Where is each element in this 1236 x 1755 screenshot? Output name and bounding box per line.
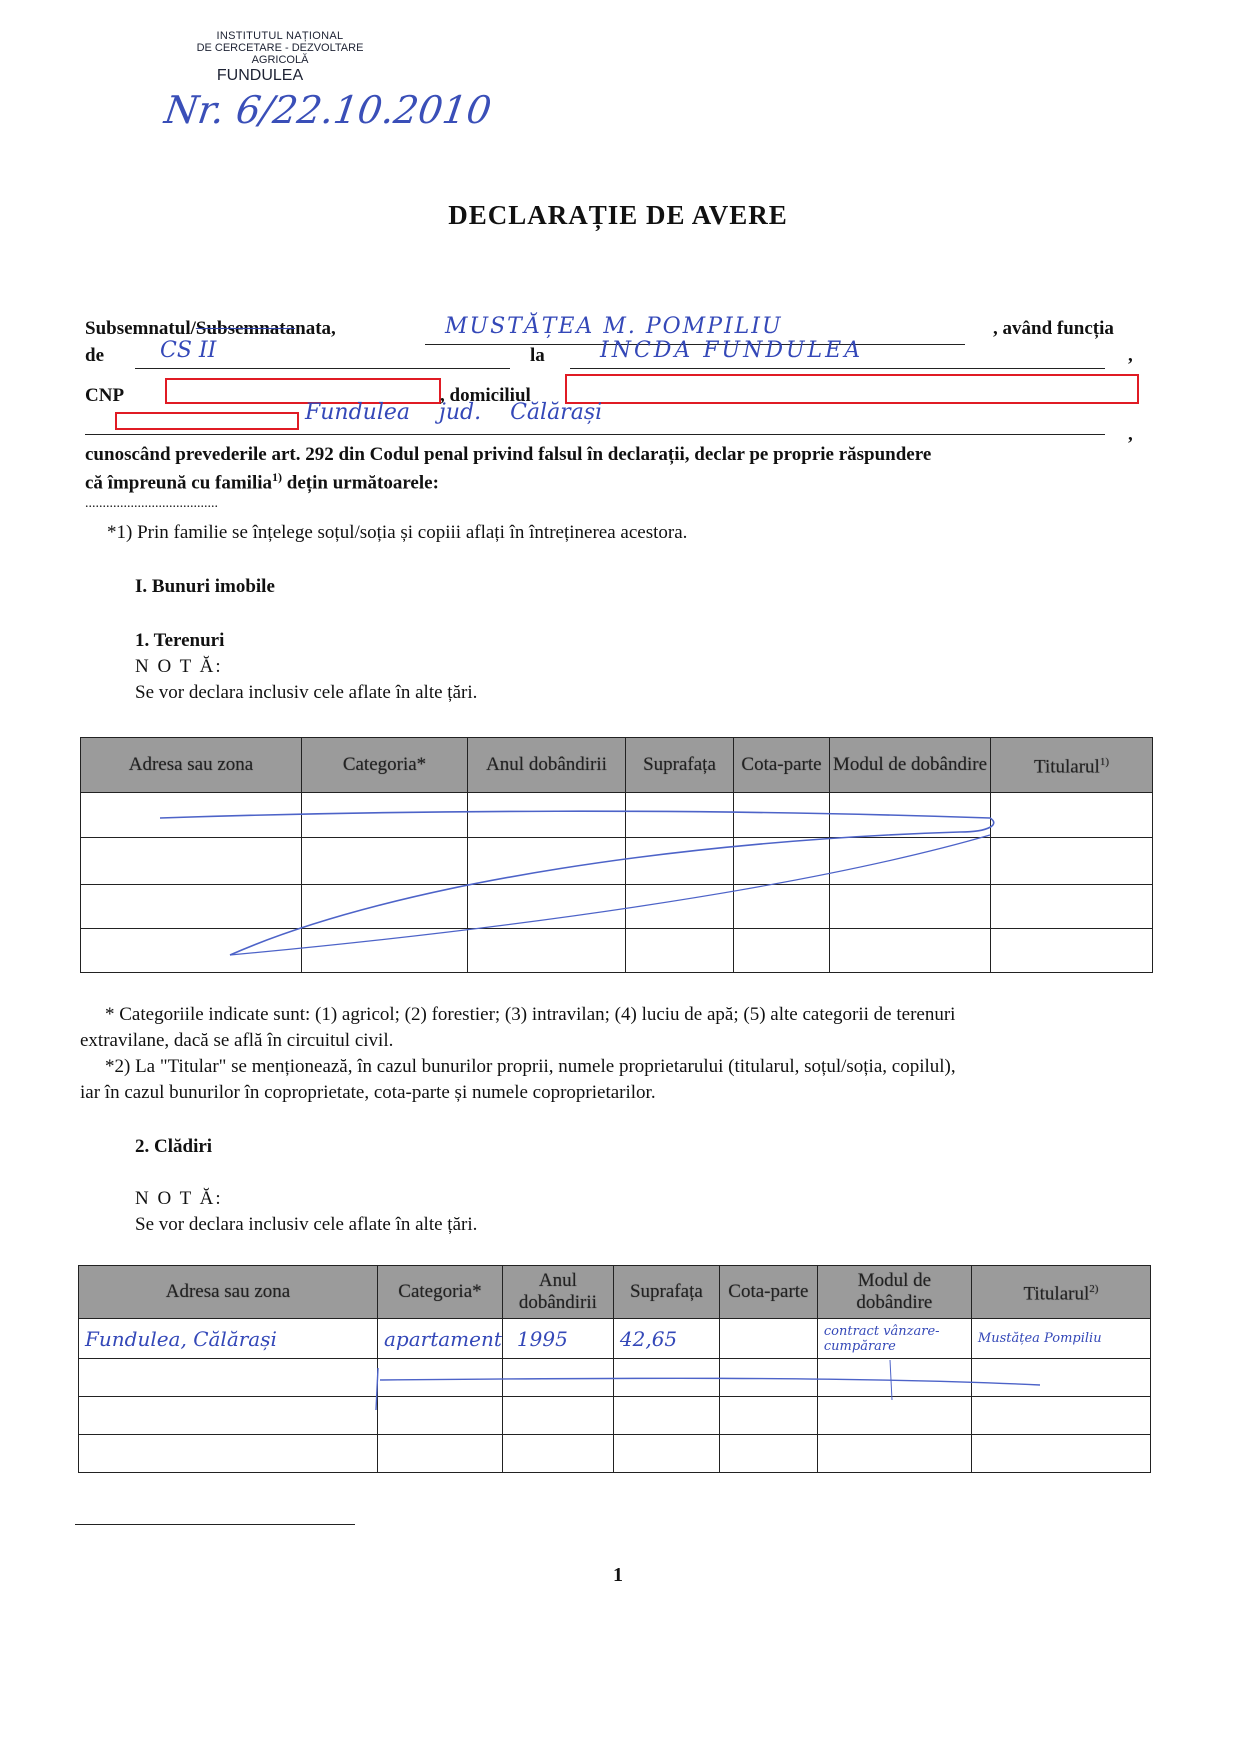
- institution-value: INCDA FUNDULEA: [600, 338, 864, 363]
- intro-line-1: cunoscând prevederile art. 292 din Codul penal privind falsul în declarații, declar pe proprie răspundere: [85, 444, 932, 465]
- titular-note-2: iar în cazul bunurilor în coproprietate, cota-parte și numele coproprietarilor.: [80, 1082, 656, 1103]
- col-suprafata: Suprafața: [626, 738, 734, 793]
- label-subsemnata-end: nata,: [295, 318, 336, 339]
- comma-1: ,: [1128, 345, 1133, 366]
- cell-modul: contract vânzare-cumpărare: [823, 1323, 940, 1354]
- family-footnote: *1) Prin familie se înțelege soțul/soția și copiii aflați în întreținerea acestora.: [107, 522, 688, 543]
- col-modul: Modul de dobândire: [830, 738, 991, 793]
- col-modul: Modul de dobândire: [817, 1266, 971, 1319]
- col-suprafata: Suprafața: [613, 1266, 719, 1319]
- stamp-line-2: DE CERCETARE - DEZVOLTARE: [196, 42, 364, 54]
- col-titular-sup: 1): [1099, 756, 1109, 769]
- nota-2-text: Se vor declara inclusiv cele aflate în alte țări.: [135, 1214, 478, 1235]
- subsection-cladiri: 2. Clădiri: [135, 1136, 213, 1157]
- cell-adresa: Fundulea, Călărași: [85, 1326, 277, 1351]
- registration-number: Nr. 6/22.10.2010: [161, 88, 495, 132]
- nota-1: N O T Ă:: [135, 656, 223, 677]
- intro-dots: ......................................: [85, 496, 218, 511]
- col-anul: Anul dobândirii: [468, 738, 626, 793]
- function-value: CS II: [160, 338, 217, 363]
- col-adresa: Adresa sau zona: [81, 738, 302, 793]
- comma-2: ,: [1128, 424, 1133, 445]
- name-value: MUSTĂȚEA M. POMPILIU: [445, 314, 783, 339]
- nota-2: N O T Ă:: [135, 1188, 223, 1209]
- nota-1-text: Se vor declara inclusiv cele aflate în alte țări.: [135, 682, 478, 703]
- cell-suprafata: 42,65: [619, 1326, 678, 1351]
- label-avand-functia: , având funcția: [993, 318, 1114, 339]
- cell-titular: Mustățea Pompiliu: [977, 1331, 1102, 1346]
- intro-line-2-end: dețin următoarele:: [282, 472, 439, 494]
- intro-line-2-text: că împreună cu familia: [85, 472, 273, 494]
- col-categoria: Categoria*: [378, 1266, 503, 1319]
- titular-note: *2) La "Titular" se menționează, în cazul bunurilor proprii, numele proprietarului (titularul, soțul/soția, copilul),: [105, 1056, 956, 1077]
- category-note-2: extravilane, dacă se află în circuitul civil.: [80, 1030, 394, 1051]
- page-number: 1: [613, 1564, 623, 1586]
- stamp-line-3: AGRICOLĂ: [251, 54, 309, 66]
- label-subsemnata-struck: Subsemnata: [195, 318, 296, 339]
- cell-categoria: apartament: [384, 1326, 502, 1351]
- label-cnp: CNP: [85, 385, 125, 406]
- label-de: de: [85, 345, 104, 366]
- label-subsemnatul-text: Subsemnatul/: [85, 318, 196, 339]
- category-note: * Categoriile indicate sunt: (1) agricol; (2) forestier; (3) intravilan; (4) luciu de apă; (5) alte categorii de terenuri: [105, 1004, 956, 1025]
- col-titular-text: Titularul: [1023, 1283, 1090, 1305]
- col-cota: Cota-parte: [719, 1266, 817, 1319]
- subsection-terenuri: 1. Terenuri: [135, 630, 225, 651]
- col-categoria: Categoria*: [302, 738, 468, 793]
- address-tail: Fundulea jud. Călărași: [305, 400, 603, 425]
- label-domiciliul: , domiciliul: [440, 385, 531, 406]
- intro-sup: 1): [272, 470, 283, 484]
- label-la: la: [530, 345, 545, 366]
- section-heading-imobile: I. Bunuri imobile: [135, 576, 275, 597]
- document-title: DECLARAȚIE DE AVERE: [448, 200, 788, 230]
- col-adresa: Adresa sau zona: [79, 1266, 378, 1319]
- stamp-line-1: INSTITUTUL NAȚIONAL: [216, 30, 344, 42]
- col-anul: Anul dobândirii: [502, 1266, 613, 1319]
- footnote-rule: [75, 1524, 355, 1525]
- col-cota: Cota-parte: [734, 738, 830, 793]
- cell-anul: 1995: [516, 1326, 568, 1351]
- col-titular-text: Titularul: [1034, 756, 1100, 778]
- stamp-line-4: FUNDULEA: [216, 67, 304, 84]
- col-titular-sup: 2): [1089, 1283, 1099, 1296]
